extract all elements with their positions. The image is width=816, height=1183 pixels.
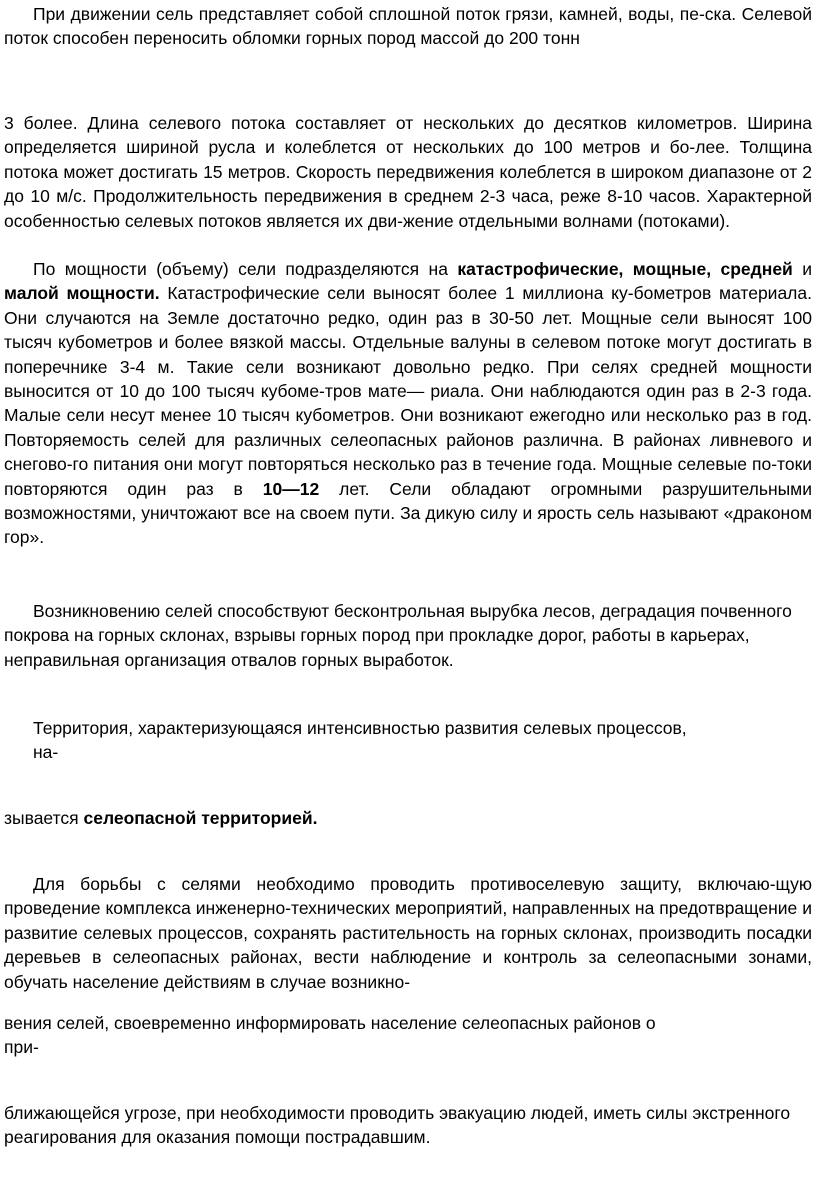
paragraph-territory-definition [4,716,812,765]
paragraph-mudflow-protection [4,872,812,994]
bold-term-territory: селеопасной территорией. [83,808,318,828]
paragraph-text: и [792,259,813,279]
paragraph-text: зывается [4,808,84,828]
paragraph-text: По мощности (объему) сели подразделяются на [33,259,458,279]
paragraph-mudflow-description [4,2,812,51]
paragraph-mudflow-dimensions [4,111,812,233]
paragraph-territory-term [4,806,812,830]
paragraph-mudflow-classification [4,257,812,550]
paragraph-text: Территория, характеризующаяся интенсивностью развития селевых процессов, [33,718,687,738]
bold-term-categories: катастрофические, мощные, средней [457,259,793,279]
paragraph-text: при- [4,1037,39,1058]
paragraph-text: Возникновению селей способствуют бесконтрольная вырубка лесов, деградация почвенного покрова на горных склонах, взрывы горных пород при прокладке дорог, работы в карьерах, неправильная организация отвалов горных выработок. [4,601,792,670]
paragraph-text: Катастрофические сели выносят более 1 миллиона ку-бометров материала. Они случаются на Земле достаточно редко, один раз в 30-50 лет. Мощные сели выносят 100 тысяч кубометров и более вязкой массы. Отдельные валуны в селевом потоке могут достигать в поперечнике 3-4 м. Такие сели возникают довольно редко. При селях средней мощности выносится от 10 до 100 тысяч кубоме-тров мате— риала. Они наблюдаются один раз в 2-3 года. Малые сели несут менее 10 тысяч кубометров. Они возникают ежегодно или несколько раз в год. Повторяемость селей для различных селеопасных районов различна. В районах ливневого и снегово-го питания они могут повторяться несколько раз в течение года. Мощные селевые по-токи повторяются один раз в [4,283,812,499]
bold-term-period: 10—12 [262,478,320,499]
bold-term-small: малой мощности. [4,283,160,304]
paragraph-text: лет. Сели обладают огромными разрушительными возможностями, уничтожают все на своем пути. За дикую силу и ярость сель называют «драконом гор». [4,478,812,548]
paragraph-inform-population [4,1011,812,1060]
paragraph-text: вения селей, своевременно информировать население селеопасных районов о [4,1013,656,1033]
paragraph-text: ближающейся угрозе, при необходимости проводить эвакуацию людей, иметь силы экстренного реагирования для оказания помощи пострадавшим. [4,1103,791,1148]
paragraph-text: на- [33,742,59,763]
paragraph-evacuation [4,1101,812,1150]
paragraph-mudflow-causes [4,599,812,672]
paragraph-text: 3 более. Длина селевого потока составляет от нескольких до десятков километров. Ширина определяется шириной русла и колеблется от нескольких до 100 метров и бо-лее. Толщина потока может достигать 15 метров. Скорость передвижения колеблется в широком диапазоне от 2 до 10 м/с. Продолжительность передвижения в среднем 2-3 часа, реже 8-10 часов. Характерной особенностью селевых потоков является их дви-жение отдельными волнами (потоками). [4,113,812,231]
paragraph-text: Для борьбы с селями необходимо проводить противоселевую защиту, включаю-щую проведение комплекса инженерно-технических мероприятий, направленных на предотвращение и развитие селевых процессов, сохранять растительность на горных склонах, производить посадки деревьев в селеопасных районах, вести наблюдение и контроль за селеопасными зонами, обучать население действиям в случае возникно- [4,874,812,992]
paragraph-text: При движении сель представляет собой сплошной поток грязи, камней, воды, пе-ска. Селевой поток способен переносить обломки горных пород массой до 200 тонн [4,4,812,49]
